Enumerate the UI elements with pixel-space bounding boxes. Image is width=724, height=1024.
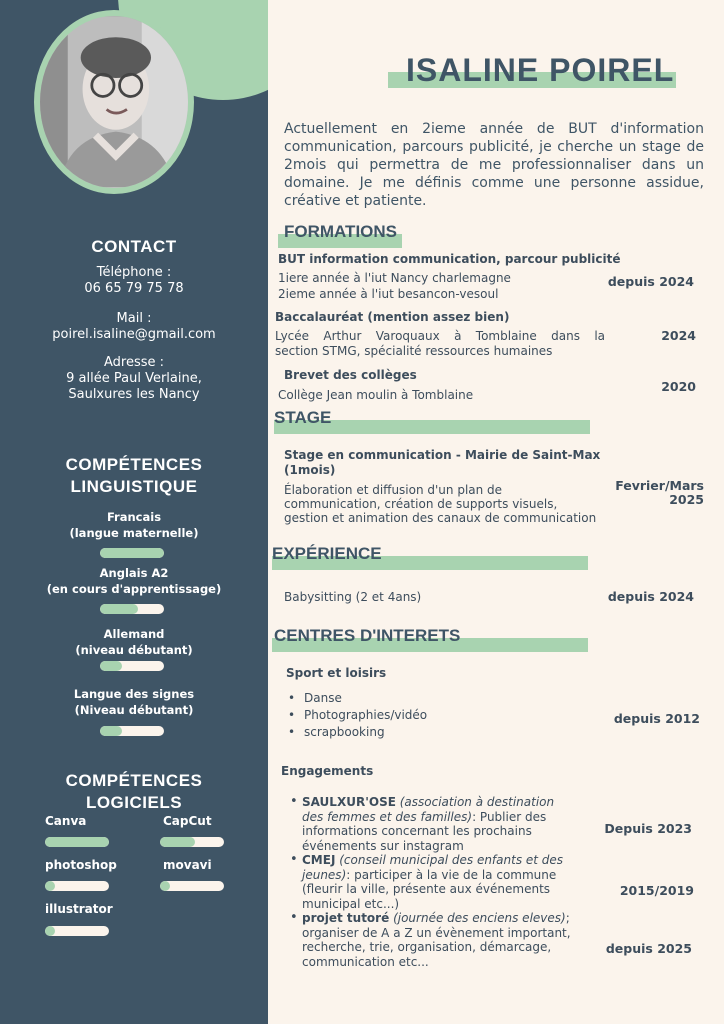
formation-date: 2020 [661, 379, 696, 394]
stage-item-title: Stage en communication - Mairie de Saint-Max [284, 448, 601, 462]
engagement-date: depuis 2025 [605, 941, 692, 956]
language-name: Anglais A2 [99, 566, 169, 580]
formation-title: Baccalauréat (mention assez bien) [275, 310, 510, 324]
page-title: ISALINE POIREL [406, 52, 675, 88]
engagement-name: SAULXUR'OSE [302, 795, 396, 809]
formation-line: Collège Jean moulin à Tomblaine [278, 388, 474, 402]
software-name: photoshop [45, 858, 117, 872]
portrait-image [40, 16, 188, 188]
software-title-1: COMPÉTENCES [65, 771, 203, 790]
engagement-date: Depuis 2023 [604, 821, 692, 836]
interests-title: CENTRES D'INTERETS [274, 626, 461, 645]
formations-title: FORMATIONS [284, 222, 398, 241]
experience-date: depuis 2024 [607, 589, 694, 604]
software-bar-fill [160, 881, 170, 891]
stage-desc-line: Élaboration et diffusion d'un plan de [284, 483, 503, 497]
languages-title-1: COMPÉTENCES [65, 455, 203, 474]
sidebar [0, 0, 268, 1024]
address-line-1: 9 allée Paul Verlaine, [66, 371, 202, 386]
software-bar-fill [45, 881, 55, 891]
software-bar [45, 926, 109, 936]
formation-date: depuis 2024 [607, 274, 694, 289]
language-bar-fill [100, 726, 122, 736]
formation-line: section STMG, spécialité ressources humaines [275, 344, 553, 358]
software-title-2: LOGICIELS [85, 793, 183, 812]
bullet-icon: • [290, 794, 298, 809]
intro-text: Actuellement en 2ieme année de BUT d'information communication, parcours publicité, je cherche un stage de 2mois qui permettra de me professionnaliser dans un domaine. Je me définis comme une personne assidue, créative et patiente. [284, 121, 704, 209]
language-level-text: (langue maternelle) [69, 526, 199, 540]
profile-photo [34, 10, 194, 194]
software-name: CapCut [163, 814, 212, 828]
engagements-title: Engagements [281, 764, 374, 778]
stage-desc-line: communication, création de supports visuels, [284, 497, 558, 511]
engagement-item [302, 911, 572, 969]
stage-title: STAGE [274, 408, 332, 427]
language-name: Langue des signes [73, 687, 195, 701]
languages-title-2: LINGUISTIQUE [70, 477, 198, 496]
language-bar [100, 726, 164, 736]
list-item: • Danse [284, 690, 427, 707]
bullet-icon: • [290, 910, 298, 925]
stage-item-duration: (1mois) [284, 463, 336, 477]
bullet-icon: • [290, 852, 298, 867]
list-item: • scrapbooking [284, 724, 427, 741]
engagement-org: (association à destination des femmes et des familles) [302, 795, 555, 824]
stage-desc-line: gestion et animation des canaux de communication [284, 511, 597, 525]
main-content [268, 0, 724, 1024]
engagement-name: CMEJ [302, 853, 336, 867]
language-bar [100, 604, 164, 614]
software-bar-fill [45, 837, 109, 847]
phone-value[interactable]: 06 65 79 75 78 [84, 281, 184, 296]
language-name: Francais [106, 510, 162, 524]
software-bar [45, 837, 109, 847]
language-bar [100, 548, 164, 558]
experience-title: EXPÉRIENCE [272, 544, 382, 563]
software-name: illustrator [45, 902, 113, 916]
software-name: Canva [45, 814, 87, 828]
sport-list [284, 690, 427, 741]
engagement-item [302, 853, 572, 911]
list-item: • Photographies/vidéo [284, 707, 427, 724]
software-bar [160, 837, 224, 847]
software-bar-fill [45, 926, 55, 936]
language-bar-fill [100, 548, 164, 558]
language-name: Allemand [103, 627, 165, 641]
stage-date: Fevrier/Mars [615, 478, 704, 493]
phone-label: Téléphone : [96, 265, 172, 280]
formation-line: 1iere année à l'iut Nancy charlemagne [278, 271, 511, 285]
software-name: movavi [163, 858, 212, 872]
contact-title: CONTACT [91, 237, 177, 256]
language-level-text: (Niveau débutant) [74, 703, 194, 717]
address-label: Adresse : [103, 355, 165, 370]
language-bar [100, 661, 164, 671]
engagement-desc: ; organiser de A a Z un évènement important, recherche, trie, organisation, démarcage, communication etc... [302, 911, 571, 969]
formation-line: 2ieme année à l'iut besancon-vesoul [278, 287, 499, 301]
stage-date-year: 2025 [669, 492, 704, 507]
experience-item: Babysitting (2 et 4ans) [284, 590, 422, 604]
formation-line: Lycée Arthur Varoquaux à Tomblaine dans la [275, 329, 605, 343]
language-bar-fill [100, 661, 122, 671]
software-bar [160, 881, 224, 891]
engagement-desc: : participer à la vie de la commune (fleurir la ville, présente aux événements municipal etc...) [302, 867, 557, 911]
software-bar [45, 881, 109, 891]
formation-date: 2024 [661, 328, 696, 343]
language-level-text: (niveau débutant) [75, 643, 193, 657]
formation-title: BUT information communication, parcour publicité [278, 252, 621, 266]
sport-date: depuis 2012 [613, 711, 700, 726]
mail-label: Mail : [116, 311, 152, 326]
address-line-2: Saulxures les Nancy [68, 387, 200, 402]
engagement-name: projet tutoré [302, 911, 390, 925]
formation-title: Brevet des collèges [284, 368, 417, 382]
engagement-org: (conseil municipal des enfants et des jeunes) [302, 853, 564, 882]
engagement-org: (journée des enciens eleves) [393, 911, 566, 925]
language-level-text: (en cours d'apprentissage) [46, 582, 222, 596]
engagement-date: 2015/2019 [619, 883, 694, 898]
engagement-desc: : Publier des informations concernant les prochains événements sur instagram [302, 809, 547, 853]
engagement-item [302, 795, 572, 853]
sport-title: Sport et loisirs [286, 666, 387, 680]
language-bar-fill [100, 604, 138, 614]
software-bar-fill [160, 837, 195, 847]
mail-value[interactable]: poirel.isaline@gmail.com [52, 327, 216, 342]
